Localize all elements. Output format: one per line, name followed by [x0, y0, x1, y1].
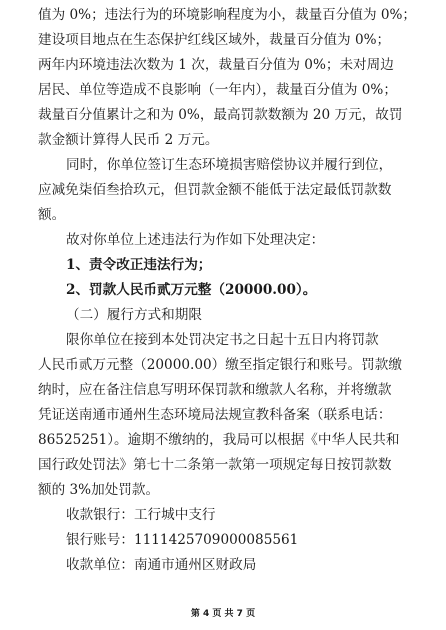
paragraph-4-line-4: 凭证送南通市通州生态环境局法规宣教科备案（联系电话：: [38, 407, 392, 423]
page-number-footer: 第 4 页 共 7 页: [190, 609, 256, 619]
paragraph-4-line-7: 额的 3%加处罚款。: [38, 482, 160, 498]
paragraph-2-line-2: 应减免柒佰叁拾玖元，但罚款金额不能低于法定最低罚款数: [38, 182, 392, 198]
decision-item-2: 2、罚款人民币贰万元整（20000.00）。: [66, 282, 317, 298]
paragraph-2-line-1: 同时，你单位签订生态环境损害赔偿协议并履行到位，: [66, 157, 393, 173]
paragraph-3: 故对你单位上述违法行为作如下处理决定：: [66, 232, 325, 248]
paragraph-1-line-1: 值为 0%；违法行为的环境影响程度为小，裁量百分值为 0%；: [38, 7, 417, 23]
paragraph-4-line-1: 限你单位在接到本处罚决定书之日起十五日内将罚款: [66, 332, 379, 348]
payment-bank: 收款银行：工行城中支行: [66, 507, 216, 523]
paragraph-1-line-2: 建设项目地点在生态保护红线区域外，裁量百分值为 0%；: [38, 32, 391, 48]
paragraph-4-line-3: 纳时，应在备注信息写明环保罚款和缴款人名称，并将缴款: [38, 382, 392, 398]
paragraph-1-line-5: 裁量百分值累计之和为 0%，最高罚款数额为 20 万元，故罚: [38, 107, 403, 123]
paragraph-1-line-4: 居民、单位等造成不良影响（一年内），裁量百分值为 0%；: [38, 82, 397, 98]
payment-account: 银行账号：1111425709000085561: [66, 532, 299, 548]
paragraph-1-line-3: 两年内环境违法次数为 1 次，裁量百分值为 0%；未对周边: [38, 57, 394, 73]
paragraph-1-line-6: 款金额计算得人民币 2 万元。: [38, 132, 219, 148]
decision-item-1: 1、责令改正违法行为；: [66, 257, 212, 273]
paragraph-4-line-2: 人民币贰万元整（20000.00）缴至指定银行和账号。罚款缴: [38, 357, 402, 373]
paragraph-2-line-3: 额。: [38, 207, 66, 223]
section-heading: （二）履行方式和期限: [66, 307, 202, 323]
paragraph-4-line-6: 国行政处罚法》第七十二条第一款第一项规定每日按罚款数: [38, 457, 392, 473]
paragraph-4-line-5: 86525251）。逾期不缴纳的，我局可以根据《中华人民共和: [38, 432, 400, 448]
payment-payee: 收款单位：南通市通州区财政局: [66, 557, 257, 573]
